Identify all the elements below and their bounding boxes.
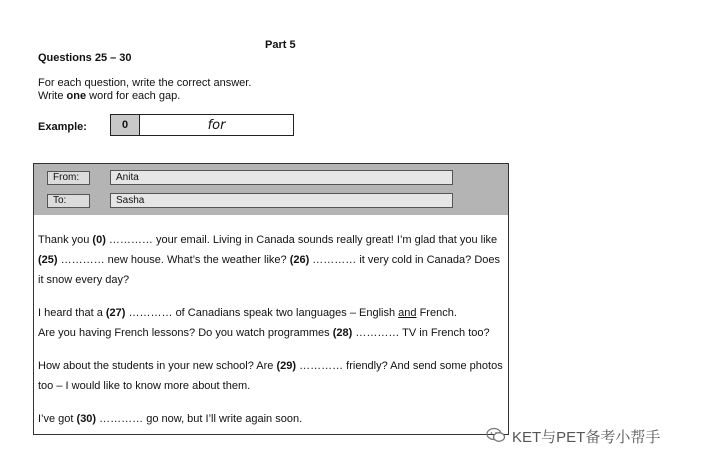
gap-0: (0) [92,234,106,246]
paragraph-1 [38,230,508,290]
gap-29: (29) [276,360,297,372]
example-label: Example: [38,121,87,133]
to-field: Sasha [110,193,453,208]
gap-25: (25) [38,254,58,266]
body-text: Are you having French lessons? Do you watch programmes [38,327,333,339]
instruction-text: word for each gap. [86,90,181,102]
body-text: How about the students in your new school? Are [38,360,277,372]
to-label: To: [47,194,90,208]
paragraph-2 [38,303,508,343]
instruction-line-2 [38,90,251,103]
body-text: ………… new house. What’s the weather like? [57,254,290,266]
example-answer: for [207,117,226,133]
from-label: From: [47,171,90,185]
paragraph-4 [38,409,508,429]
example-box [110,114,294,136]
email-body [38,230,508,442]
body-text: Thank you [38,234,93,246]
email-header [34,164,508,215]
gap-27: (27) [105,307,126,319]
body-text: ………… of Canadians speak two languages – English [125,307,399,319]
email-panel [33,163,509,435]
body-text: ………… friendly? And send some photos too – I would like to know more about them. [38,360,503,392]
instruction-line-1: For each question, write the correct answer. [38,77,252,89]
paragraph-3 [38,356,508,396]
instruction-text: Write [38,90,67,102]
part-title: Part 5 [265,39,296,51]
body-text: I’ve got [38,413,77,425]
gap-26: (26) [289,254,310,266]
body-text: ………… go now, but I’ll write again soon. [96,413,303,425]
from-field: Anita [110,170,453,185]
instruction-emphasis: one [66,90,87,102]
watermark-text: KET与PET备考小帮手 [512,429,661,446]
wechat-icon [486,427,506,447]
questions-title: Questions 25 – 30 [38,52,132,64]
gap-30: (30) [76,413,97,425]
underlined-word: and [398,307,417,319]
body-text: ………… it very cold in Canada? Does it snow every day? [38,254,500,286]
gap-28: (28) [332,327,353,339]
body-text: ………… TV in French too? [352,327,490,339]
example-number: 0 [111,115,140,135]
watermark [486,426,660,447]
body-text: French. [416,307,457,319]
body-text: ………… your email. Living in Canada sounds really great! I’m glad that you like [105,234,498,246]
instructions [38,77,251,103]
body-text: I heard that a [38,307,106,319]
